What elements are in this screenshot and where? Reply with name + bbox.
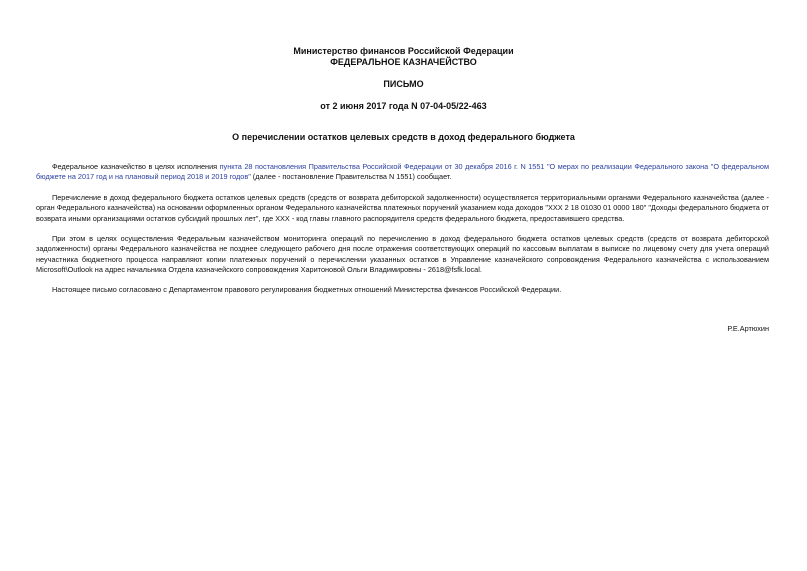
paragraph-1-intro: Федеральное казначейство в целях исполнения	[52, 162, 220, 171]
paragraph-2	[36, 193, 769, 224]
paragraph-1	[36, 162, 769, 183]
paragraph-4-text: Настоящее письмо согласовано с Департаментом правового регулирования бюджетных отношений Министерства финансов Российской Федерации.	[52, 285, 562, 294]
ministry-name: Министерство финансов Российской Федерации	[293, 46, 514, 56]
paragraph-3-text: При этом в целях осуществления Федеральным казначейством мониторинга операций по перечислению в доход федерального бюджета остатков целевых средств (средств от возврата дебиторской задолженности) органы Федерального казначейства не позднее следующего рабочего дня после отражения соответствующих операций по кассовым выплатам в выписке по лицевому счету для учета операций неучастника бюджетного процесса направляют копии платежных поручений о перечислении указанных остатков в Управление казначейского сопровождения Федерального казначейства с использованием Microsoft\Outlook на адрес начальника Отдела казначейского сопровождения Харитоновой Ольги Владимировны - 2618@fsfk.local.	[36, 234, 769, 275]
document-subject: О перечислении остатков целевых средств в доход федерального бюджета	[232, 132, 575, 142]
paragraph-1-outro: (далее - постановление Правительства N 1551) сообщает.	[250, 172, 452, 182]
document-type: ПИСЬМО	[383, 79, 424, 89]
paragraph-2-text: Перечисление в доход федерального бюджета остатков целевых средств (средств от возврата дебиторской задолженности) осуществляется территориальными органами Федерального казначейства (далее - орган Федерального казначейства) на основании оформленных органом Федерального казначейства платежных поручений указанием кода доходов "XXX 2 18 01030 01 0000 180" "Доходы федерального бюджета от возврата иными организациями остатков субсидий прошлых лет", где XXX - код главы главного распорядителя средств федерального бюджета, предоставившего средства.	[36, 193, 770, 223]
agency-name: ФЕДЕРАЛЬНОЕ КАЗНАЧЕЙСТВО	[330, 57, 477, 67]
paragraph-4	[36, 285, 769, 295]
resolution-1551-link[interactable]: пункта 28 постановления Правительства Российской Федерации от 30 декабря 2016 г. N 1551 "О мерах по реализации Федерального закона "О федеральном бюджете на 2017 год и на плановый период 2018 и 2019 годов"	[36, 162, 769, 182]
paragraph-3	[36, 234, 769, 276]
signature: Р.Е.Артюхин	[727, 324, 769, 333]
document-date-number: от 2 июня 2017 года N 07-04-05/22-463	[320, 101, 487, 111]
